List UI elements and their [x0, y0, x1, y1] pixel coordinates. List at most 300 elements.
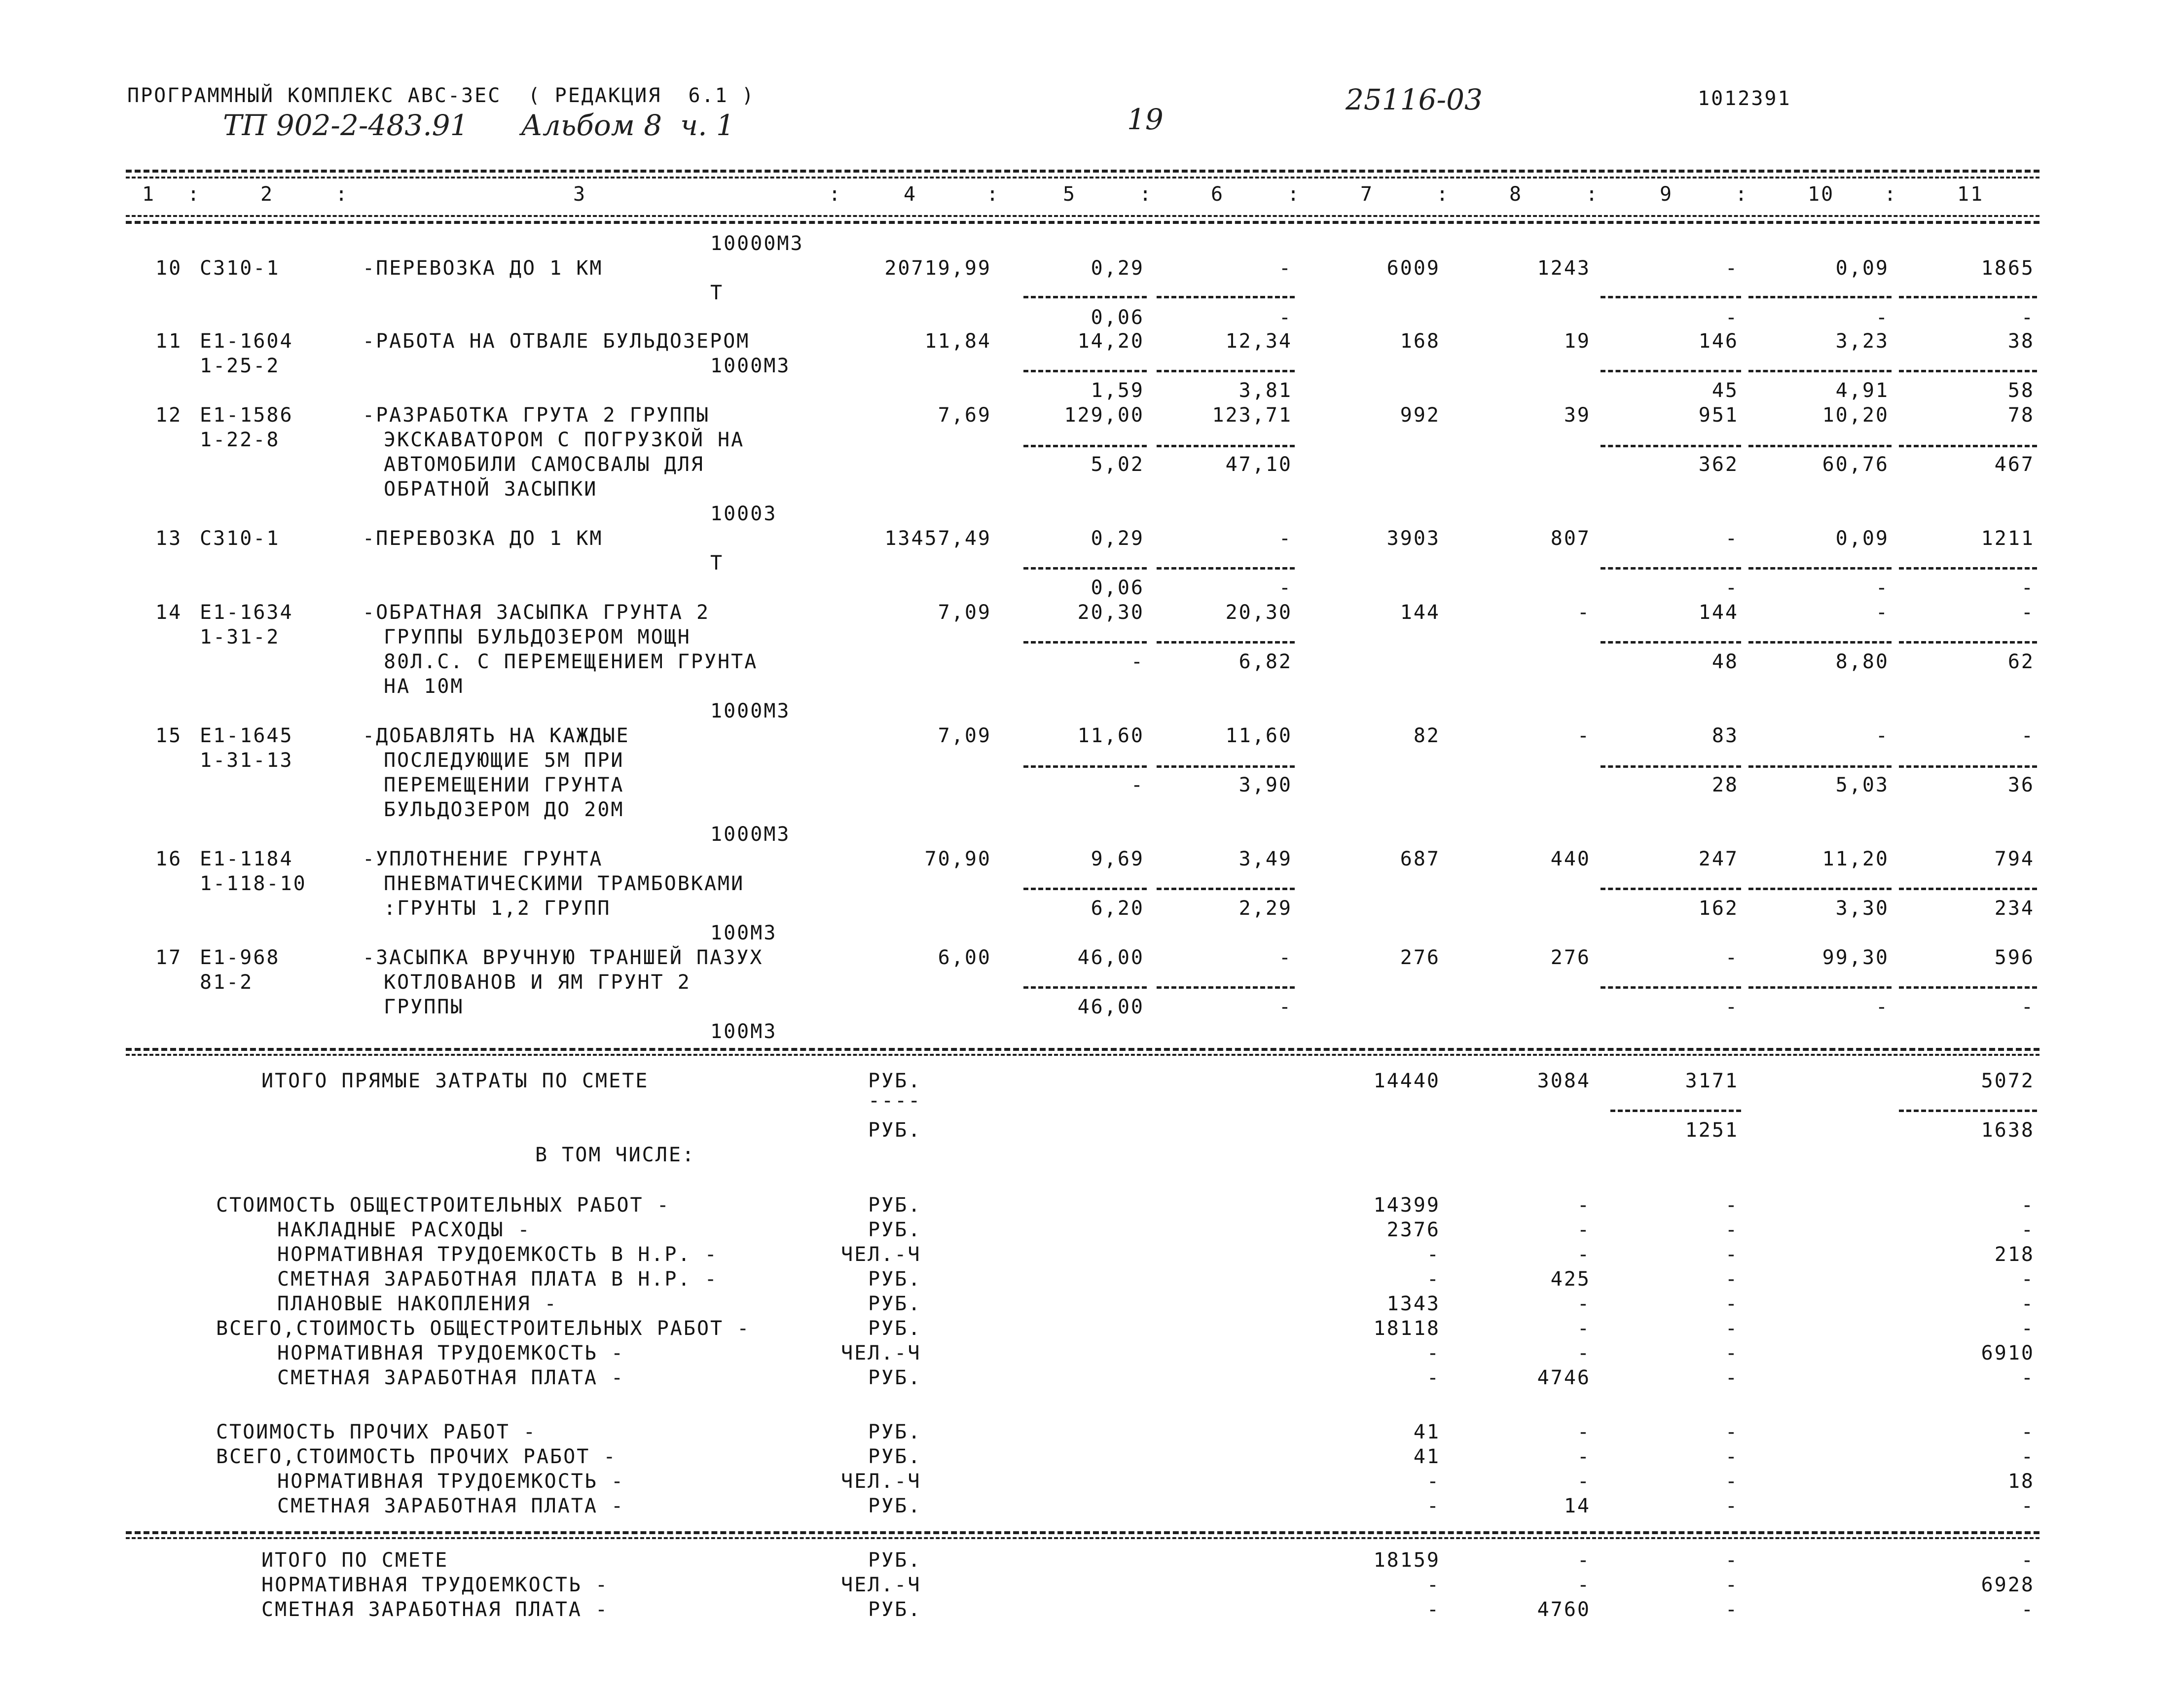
work-description: ПНЕВМАТИЧЕСКИМИ ТРАМБОВКАМИ — [384, 872, 745, 895]
col10-value: - — [1875, 724, 1889, 747]
fraction-line — [1023, 986, 1147, 989]
col-separator: : — [1586, 183, 1600, 206]
col11-value: 6928 — [1981, 1574, 2035, 1596]
unit-label: Т — [710, 282, 724, 304]
work-description: ГРУППЫ — [384, 996, 464, 1018]
col5-value: 46,00 — [1077, 996, 1144, 1018]
col6-value: 3,90 — [1238, 774, 1292, 796]
col10-value: 99,30 — [1822, 946, 1889, 969]
fraction-line — [1899, 370, 2037, 372]
fraction-line — [1748, 888, 1892, 890]
col11-value: 218 — [1994, 1243, 2035, 1266]
col9-value: - — [1725, 1445, 1739, 1468]
fraction-line — [1023, 370, 1147, 372]
fraction-line — [1601, 986, 1741, 989]
norm-code-2: 81-2 — [200, 971, 254, 994]
work-description: ГРУППЫ БУЛЬДОЗЕРОМ МОЩН — [384, 626, 691, 648]
col7-value: 276 — [1400, 946, 1440, 969]
row-number: 15 — [155, 724, 182, 747]
col7-value: 168 — [1400, 330, 1440, 353]
col8-value: 19 — [1564, 330, 1591, 353]
col11-value: - — [2021, 1366, 2035, 1389]
fraction-line — [1023, 296, 1147, 298]
col8-value: 276 — [1550, 946, 1591, 969]
col6-value: 2,29 — [1238, 897, 1292, 920]
col9-value: 45 — [1711, 379, 1739, 402]
quantity: 7,09 — [938, 601, 991, 624]
quantity: 20719,99 — [884, 257, 991, 280]
col11-value: - — [2021, 576, 2035, 599]
col-separator: : — [187, 183, 201, 206]
col10-value: - — [1875, 996, 1889, 1018]
col5-value: 20,30 — [1077, 601, 1144, 624]
col7-value: 687 — [1400, 848, 1440, 870]
fraction-line — [1899, 641, 2037, 644]
unit: РУБ. — [868, 1219, 922, 1241]
col11-value: 62 — [2007, 650, 2035, 673]
fraction-line — [1899, 296, 2037, 298]
col8-value: 1243 — [1537, 257, 1591, 280]
col5-value: 1,59 — [1091, 379, 1144, 402]
col7-value: 3903 — [1386, 527, 1440, 550]
col7-value: 1343 — [1386, 1293, 1440, 1315]
col-header: 10 — [1808, 183, 1835, 206]
norm-code: Е1-1184 — [200, 848, 293, 870]
fraction-line — [1157, 986, 1295, 989]
col11-value: - — [2021, 724, 2035, 747]
unit: ЧЕЛ.-Ч — [841, 1243, 921, 1266]
header-rule — [126, 215, 2039, 217]
col-separator: : — [1735, 183, 1749, 206]
col11-value: - — [2021, 996, 2035, 1018]
col7-value: - — [1426, 1495, 1440, 1517]
fraction-line — [1899, 986, 2037, 989]
col-header: 4 — [904, 183, 917, 206]
col9-value: 162 — [1698, 897, 1739, 920]
unit-label: 10000М3 — [710, 232, 804, 255]
col8-value: - — [1577, 1421, 1591, 1443]
col6-value: - — [1278, 257, 1292, 280]
col10-value: 3,30 — [1835, 897, 1889, 920]
col11-value: 596 — [1994, 946, 2035, 969]
col10-value: - — [1875, 601, 1889, 624]
col11-value: - — [2021, 601, 2035, 624]
col5-value: - — [1130, 774, 1144, 796]
col11-value: - — [2021, 1549, 2035, 1572]
summary-label: НОРМАТИВНАЯ ТРУДОЕМКОСТЬ - — [261, 1574, 609, 1596]
col5-value: 6,20 — [1091, 897, 1144, 920]
handwritten-project: ТП 902-2-483.91 — [223, 108, 469, 142]
final-rule-2 — [126, 1537, 2039, 1539]
col9-value: - — [1725, 1366, 1739, 1389]
col5-value: 0,06 — [1091, 306, 1144, 329]
work-description: ПЕРЕМЕЩЕНИИ ГРУНТА — [384, 774, 624, 796]
unit: РУБ. — [868, 1495, 922, 1517]
unit: РУБ. — [868, 1293, 922, 1315]
col11-value: 234 — [1994, 897, 2035, 920]
col7-value: 992 — [1400, 404, 1440, 427]
col7-value: 41 — [1413, 1445, 1440, 1468]
fraction-line — [1899, 567, 2037, 570]
col11-value: 1865 — [1981, 257, 2035, 280]
quantity: 7,69 — [938, 404, 991, 427]
fraction-line — [1157, 888, 1295, 890]
row-number: 16 — [155, 848, 182, 870]
unit-label: 1000М3 — [710, 823, 791, 846]
unit: РУБ. — [868, 1445, 922, 1468]
col-header: 5 — [1063, 183, 1077, 206]
col7-value: - — [1426, 1342, 1440, 1365]
col8-value: - — [1577, 1194, 1591, 1217]
col8-value: 14 — [1564, 1495, 1591, 1517]
col9-value: - — [1725, 1549, 1739, 1572]
summary-label: СМЕТНАЯ ЗАРАБОТНАЯ ПЛАТА - — [277, 1366, 625, 1389]
col9-value: - — [1725, 1268, 1739, 1291]
col6-value: - — [1278, 576, 1292, 599]
col9-value: - — [1725, 1219, 1739, 1241]
row-number: 14 — [155, 601, 182, 624]
col11-value: 38 — [2007, 330, 2035, 353]
work-description: ЭКСКАВАТОРОМ С ПОГРУЗКОЙ НА — [384, 429, 745, 451]
col-separator: : — [986, 183, 1000, 206]
col7-value: - — [1426, 1598, 1440, 1621]
col-header: 9 — [1660, 183, 1674, 206]
col11-value: - — [2021, 1194, 2035, 1217]
col9-value: 362 — [1698, 453, 1739, 476]
col10-value: 10,20 — [1822, 404, 1889, 427]
col-separator: : — [1139, 183, 1153, 206]
col8-value: 4746 — [1537, 1366, 1591, 1389]
col9-value: 951 — [1698, 404, 1739, 427]
col6-value: 6,82 — [1238, 650, 1292, 673]
col11-value: 78 — [2007, 404, 2035, 427]
summary-label: НОРМАТИВНАЯ ТРУДОЕМКОСТЬ - — [277, 1470, 625, 1493]
work-description: 80Л.С. С ПЕРЕМЕЩЕНИЕМ ГРУНТА — [384, 650, 758, 673]
col-header: 11 — [1957, 183, 1984, 206]
col9-value: 146 — [1698, 330, 1739, 353]
col5-value: 46,00 — [1077, 946, 1144, 969]
unit-label: Т — [710, 552, 724, 575]
handwritten-page-number: 19 — [1127, 103, 1164, 136]
fraction-line — [1157, 370, 1295, 372]
norm-code: С310-1 — [200, 257, 280, 280]
col9-value: - — [1725, 1598, 1739, 1621]
summary-label: ВСЕГО,СТОИМОСТЬ ОБЩЕСТРОИТЕЛЬНЫХ РАБОТ - — [216, 1317, 751, 1340]
col5-value: 9,69 — [1091, 848, 1144, 870]
col9-value: - — [1725, 1317, 1739, 1340]
unit: РУБ. — [868, 1119, 922, 1142]
work-description: -ОБРАТНАЯ ЗАСЫПКА ГРУНТА 2 — [363, 601, 710, 624]
row-number: 11 — [155, 330, 182, 353]
col11-value: - — [2021, 1421, 2035, 1443]
top-rule — [126, 170, 2039, 173]
unit: РУБ. — [868, 1598, 922, 1621]
col7-value: 6009 — [1386, 257, 1440, 280]
col7-value: 2376 — [1386, 1219, 1440, 1241]
fraction-line — [1601, 370, 1741, 372]
col9-value: - — [1725, 1293, 1739, 1315]
summary-label: ВСЕГО,СТОИМОСТЬ ПРОЧИХ РАБОТ - — [216, 1445, 617, 1468]
fraction-line — [1748, 445, 1892, 447]
quantity: 13457,49 — [884, 527, 991, 550]
col8-value: 807 — [1550, 527, 1591, 550]
summary-label: СМЕТНАЯ ЗАРАБОТНАЯ ПЛАТА - — [277, 1495, 625, 1517]
work-description: -УПЛОТНЕНИЕ ГРУНТА — [363, 848, 603, 870]
col6-value: - — [1278, 306, 1292, 329]
col-header: 2 — [260, 183, 274, 206]
work-description: -ДОБАВЛЯТЬ НА КАЖДЫЕ — [363, 724, 630, 747]
summary-label: СТОИМОСТЬ ПРОЧИХ РАБОТ - — [216, 1421, 537, 1443]
work-description: ПОСЛЕДУЮЩИЕ 5М ПРИ — [384, 749, 624, 772]
summary-label: ПЛАНОВЫЕ НАКОПЛЕНИЯ - — [277, 1293, 558, 1315]
col9-value: - — [1725, 1574, 1739, 1596]
fraction-line — [1748, 567, 1892, 570]
col-separator: : — [1884, 183, 1898, 206]
norm-code: С310-1 — [200, 527, 280, 550]
norm-code: Е1-1586 — [200, 404, 293, 427]
unit-label: 100М3 — [710, 922, 777, 944]
handwritten-album: Альбом 8 ч. 1 — [521, 108, 734, 142]
work-description: -ПЕРЕВОЗКА ДО 1 КМ — [363, 257, 603, 280]
top-rule-2 — [126, 177, 2039, 179]
col8-value: - — [1577, 1549, 1591, 1572]
col7-value: 144 — [1400, 601, 1440, 624]
fraction-line — [1899, 765, 2037, 768]
col9-value: - — [1725, 996, 1739, 1018]
norm-code-2: 1-31-13 — [200, 749, 293, 772]
col11-value: 1211 — [1981, 527, 2035, 550]
col11-value: - — [2021, 1293, 2035, 1315]
col7-value: - — [1426, 1268, 1440, 1291]
fraction-line — [1023, 765, 1147, 768]
col8-value: - — [1577, 724, 1591, 747]
header-rule-2 — [126, 221, 2039, 224]
work-description: -РАБОТА НА ОТВАЛЕ БУЛЬДОЗЕРОМ — [363, 330, 750, 353]
handwritten-doc-number: 25116-03 — [1346, 83, 1483, 116]
col8-value: - — [1577, 1470, 1591, 1493]
col10-value: 4,91 — [1835, 379, 1889, 402]
col8-value: 39 — [1564, 404, 1591, 427]
col7-value: 14399 — [1373, 1194, 1440, 1217]
col11-value: 5072 — [1981, 1070, 2035, 1092]
col-separator: : — [1287, 183, 1301, 206]
fraction-line — [1601, 296, 1741, 298]
work-description: НА 10М — [384, 675, 464, 698]
fraction-line — [1157, 445, 1295, 447]
col11-value: 6910 — [1981, 1342, 2035, 1365]
col7-value: - — [1426, 1243, 1440, 1266]
col8-value: - — [1577, 1317, 1591, 1340]
work-description: КОТЛОВАНОВ И ЯМ ГРУНТ 2 — [384, 971, 691, 994]
col9-value: - — [1725, 1342, 1739, 1365]
fraction-line — [1023, 445, 1147, 447]
unit: РУБ. — [868, 1366, 922, 1389]
col6-value: 3,81 — [1238, 379, 1292, 402]
row-number: 12 — [155, 404, 182, 427]
col7-value: 18159 — [1373, 1549, 1440, 1572]
work-description: -ПЕРЕВОЗКА ДО 1 КМ — [363, 527, 603, 550]
quantity: 7,09 — [938, 724, 991, 747]
summary-label: НОРМАТИВНАЯ ТРУДОЕМКОСТЬ - — [277, 1342, 625, 1365]
col9-value: - — [1725, 1243, 1739, 1266]
col9-value: - — [1725, 1421, 1739, 1443]
fraction-line — [1601, 765, 1741, 768]
col9-value: 247 — [1698, 848, 1739, 870]
unit: РУБ. — [868, 1317, 922, 1340]
col9-value: - — [1725, 527, 1739, 550]
row-number: 10 — [155, 257, 182, 280]
summary-label: НАКЛАДНЫЕ РАСХОДЫ - — [277, 1219, 531, 1241]
col5-value: 0,29 — [1091, 527, 1144, 550]
work-description: БУЛЬДОЗЕРОМ ДО 20М — [384, 798, 624, 821]
col6-value: 123,71 — [1212, 404, 1292, 427]
fraction-line — [1601, 567, 1741, 570]
fraction-line — [1601, 888, 1741, 890]
fraction-line — [1157, 641, 1295, 644]
norm-code: Е1-1604 — [200, 330, 293, 353]
fraction-line — [1899, 1110, 2037, 1112]
fraction-line — [1610, 1110, 1741, 1112]
col-header: 8 — [1509, 183, 1523, 206]
quantity: 6,00 — [938, 946, 991, 969]
col11-value: - — [2021, 1598, 2035, 1621]
col7-value: 41 — [1413, 1421, 1440, 1443]
work-description: ОБРАТНОЙ ЗАСЫПКИ — [384, 478, 598, 501]
fraction-line — [1023, 641, 1147, 644]
col10-value: - — [1875, 576, 1889, 599]
work-description: АВТОМОБИЛИ САМОСВАЛЫ ДЛЯ — [384, 453, 704, 476]
col11-value: - — [2021, 1495, 2035, 1517]
col6-value: 47,10 — [1225, 453, 1292, 476]
col10-value: 0,09 — [1835, 527, 1889, 550]
col8-value: - — [1577, 1445, 1591, 1468]
quantity: 70,90 — [924, 848, 991, 870]
unit: РУБ. — [868, 1268, 922, 1291]
summary-label: НОРМАТИВНАЯ ТРУДОЕМКОСТЬ В Н.Р. - — [277, 1243, 718, 1266]
total-label: ИТОГО ПРЯМЫЕ ЗАТРАТЫ ПО СМЕТЕ — [261, 1070, 649, 1092]
unit-label: 10003 — [710, 503, 777, 525]
norm-code: Е1-1634 — [200, 601, 293, 624]
col6-value: 3,49 — [1238, 848, 1292, 870]
col9-value: 144 — [1698, 601, 1739, 624]
col8-value: 440 — [1550, 848, 1591, 870]
col6-value: 11,60 — [1225, 724, 1292, 747]
col9-value: - — [1725, 257, 1739, 280]
fraction-line — [1157, 296, 1295, 298]
col7-value: - — [1426, 1470, 1440, 1493]
col10-value: 8,80 — [1835, 650, 1889, 673]
summary-label: ИТОГО ПО СМЕТЕ — [261, 1549, 449, 1572]
unit-label: 1000М3 — [710, 700, 791, 722]
norm-code-2: 1-31-2 — [200, 626, 280, 648]
code-number: 1012391 — [1698, 87, 1791, 110]
fraction-line — [1899, 888, 2037, 890]
col6-value: - — [1278, 996, 1292, 1018]
col11-value: - — [2021, 306, 2035, 329]
col8-value: - — [1577, 1219, 1591, 1241]
col7-value: 14440 — [1373, 1070, 1440, 1092]
col5-value: 14,20 — [1077, 330, 1144, 353]
col9-value: 1251 — [1685, 1119, 1739, 1142]
col8-value: 425 — [1550, 1268, 1591, 1291]
unit-label: 100М3 — [710, 1020, 777, 1043]
col8-value: - — [1577, 1243, 1591, 1266]
row-number: 13 — [155, 527, 182, 550]
col8-value: 4760 — [1537, 1598, 1591, 1621]
col10-value: 0,09 — [1835, 257, 1889, 280]
totals-rule — [126, 1048, 2039, 1051]
col9-value: 83 — [1711, 724, 1739, 747]
col7-value: 82 — [1413, 724, 1440, 747]
norm-code-2: 1-22-8 — [200, 429, 280, 451]
col10-value: 60,76 — [1822, 453, 1889, 476]
col5-value: 0,06 — [1091, 576, 1144, 599]
col5-value: 11,60 — [1077, 724, 1144, 747]
fraction-line — [1748, 641, 1892, 644]
fraction-line — [1601, 445, 1741, 447]
col5-value: - — [1130, 650, 1144, 673]
col7-value: 18118 — [1373, 1317, 1440, 1340]
col10-value: 11,20 — [1822, 848, 1889, 870]
col11-value: - — [2021, 1445, 2035, 1468]
col11-value: 467 — [1994, 453, 2035, 476]
col9-value: 48 — [1711, 650, 1739, 673]
norm-code: Е1-968 — [200, 946, 280, 969]
col-separator: : — [1436, 183, 1450, 206]
col-header: 3 — [573, 183, 587, 206]
col8-value: - — [1577, 1574, 1591, 1596]
including-label: В ТОМ ЧИСЛЕ: — [535, 1144, 695, 1166]
col11-value: 36 — [2007, 774, 2035, 796]
col9-value: - — [1725, 1194, 1739, 1217]
unit: РУБ. — [868, 1194, 922, 1217]
totals-rule-2 — [126, 1054, 2039, 1056]
unit: РУБ. — [868, 1549, 922, 1572]
col10-value: 3,23 — [1835, 330, 1889, 353]
col6-value: 12,34 — [1225, 330, 1292, 353]
col10-value: 5,03 — [1835, 774, 1889, 796]
col11-value: 18 — [2007, 1470, 2035, 1493]
fraction-line — [1023, 888, 1147, 890]
fraction-line — [1899, 445, 2037, 447]
col6-value: - — [1278, 946, 1292, 969]
col-header: 1 — [142, 183, 156, 206]
col9-value: - — [1725, 946, 1739, 969]
row-number: 17 — [155, 946, 182, 969]
col11-value: - — [2021, 1317, 2035, 1340]
col9-value: - — [1725, 576, 1739, 599]
unit: РУБ. — [868, 1070, 922, 1092]
summary-label: СТОИМОСТЬ ОБЩЕСТРОИТЕЛЬНЫХ РАБОТ - — [216, 1194, 670, 1217]
final-rule — [126, 1531, 2039, 1534]
col-separator: : — [829, 183, 842, 206]
col10-value: - — [1875, 306, 1889, 329]
fraction-line — [1748, 986, 1892, 989]
unit-label: 1000М3 — [710, 355, 791, 377]
col9-value: - — [1725, 1470, 1739, 1493]
fraction-line — [1601, 641, 1741, 644]
unit: ЧЕЛ.-Ч — [841, 1470, 921, 1493]
col6-value: - — [1278, 527, 1292, 550]
col-separator: : — [335, 183, 349, 206]
col9-value: 3171 — [1685, 1070, 1739, 1092]
summary-label: СМЕТНАЯ ЗАРАБОТНАЯ ПЛАТА В Н.Р. - — [277, 1268, 718, 1291]
program-title: ПРОГРАММНЫЙ КОМПЛЕКС АВС-3ЕС ( РЕДАКЦИЯ 6.1 ) — [127, 84, 755, 107]
col9-value: - — [1725, 306, 1739, 329]
unit: ЧЕЛ.-Ч — [841, 1574, 921, 1596]
col9-value: 28 — [1711, 774, 1739, 796]
col5-value: 5,02 — [1091, 453, 1144, 476]
